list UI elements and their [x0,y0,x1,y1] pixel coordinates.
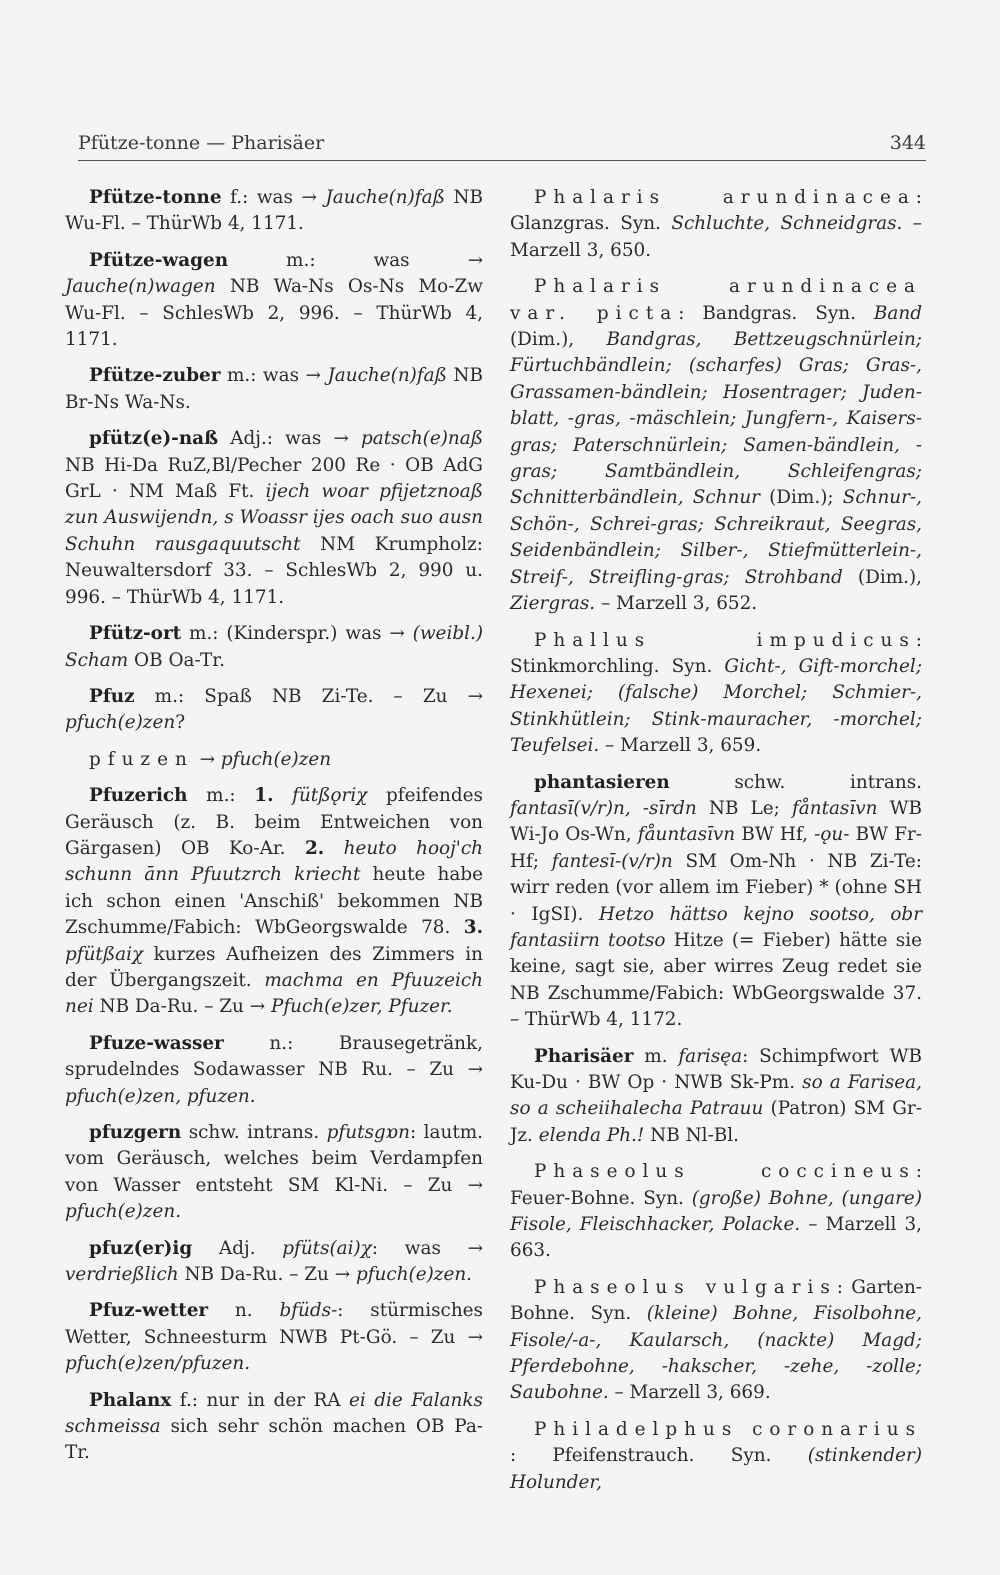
entry-text: f.: was → [221,187,326,208]
entry-text: m. [633,1045,679,1067]
dictionary-entry [65,426,483,611]
entry-text: : stürmisches Wetter, Schneesturm NWB Pt-Gö. – Zu → [65,1300,483,1348]
entry-text: NB Da-Ru. – Zu → [93,996,271,1018]
botanical-name: Philadelphus coronarius [534,1418,922,1440]
italic-text: bfüds- [279,1300,338,1322]
italic-text: fütßǫriχ [273,785,368,807]
headword: pfuzgern [89,1122,182,1143]
entry-text: BW Fr-Hf; [510,824,923,872]
entry-text: : Glanzgras. Syn. [510,187,922,235]
dictionary-entry [510,1417,922,1496]
dictionary-entry [65,1031,483,1110]
headword: Phalanx [89,1389,172,1411]
entry-text: : Schimpfwort WB Ku-Du · BW Op · NWB Sk-Pm. [510,1045,922,1093]
italic-text: fåuntasīvn [637,824,736,846]
entry-text: NB Le; [696,797,792,819]
entry-text: (Patron) SM Gr-Jz. [510,1098,922,1146]
entry-text: (Dim.), [510,329,607,351]
italic-text: Schluchte, Schneidgras. [671,213,903,235]
header-rule [78,160,926,161]
italic-text: fåntasīvn [791,797,878,819]
entry-text: SM Om-Nh · NB Zi-Te: wirr reden (vor allem im Fieber) * (ohne SH · IgSI). [510,850,923,925]
entry-text: NB Wu-Fl. – ThürWb 4, 1171. [65,187,483,235]
headword: pfütz(e)-naß [89,428,219,450]
headword: Pfütze-tonne [89,187,222,208]
entry-text: heute habe ich schon einen 'Anschiß' bekommen NB Zschumme/Fabich: WbGeorgswalde 78. [65,864,483,939]
entry-text: OB Oa-Tr. [128,649,225,671]
entry-text: pfeifendes Geräusch (z. B. beim Entweichen von Gärgasen) OB Ko-Ar. [65,785,483,859]
entry-text: – Marzell 3, 669. [608,1382,771,1404]
entry-text: : Feuer-Bohne. Syn. [510,1161,922,1209]
italic-text: verdrießlich [65,1264,179,1286]
entry-text: (Dim.), [842,566,923,588]
italic-text: Jauche(n)wagen [65,276,216,298]
italic-text: patsch(e)naß [360,428,483,450]
italic-text: so a Farisea, so a scheiihalecha Patrauu [510,1072,922,1120]
headword: Pfuz-wetter [89,1300,209,1322]
dictionary-entry [65,1298,483,1377]
italic-text: Jauche(n)faß [327,365,447,387]
headword: pfuz(er)ig [89,1237,193,1259]
botanical-name: Phaseolus vulgaris [534,1276,837,1298]
headword: Pfütz-ort [89,623,182,645]
botanical-name: Phallus impudicus [534,629,916,651]
entry-text: – Marzell 3, 659. [599,735,762,757]
dictionary-entry [65,363,483,416]
sense-number: 2. [304,837,325,859]
italic-text: pfuch(e)zen, pfuzen. [65,1085,256,1107]
entry-text: m.: Spaß NB Zi-Te. – Zu → [134,685,483,707]
italic-text: ijech woar pfijetznoaß zun Auswijendn, s Woassr ijes oach suo ausn Schuhn rausgaquutscht [65,481,483,555]
page-number: 344 [889,132,926,154]
italic-text: (kleine) Bohne, Fisolbohne, Fisole/-a-, Kaularsch, (nackte) Magd; Pferdebohne, -hakscher, -zehe, -zolle; Saubohne. [510,1303,922,1404]
dictionary-entry [65,1388,483,1467]
italic-text: (stinkender) Holunder, [510,1445,922,1493]
italic-text: Ziergras. [510,593,596,615]
left-column [65,185,483,1477]
italic-text: machma en Pfuuzeich nei [65,969,483,1018]
entry-text: m.: was → [220,365,328,387]
dictionary-entry [510,1044,922,1150]
entry-text: m.: was → [228,249,483,271]
entry-text: Adj. [192,1237,283,1259]
italic-text: Band [873,302,923,324]
entry-text: (Dim.); [759,487,843,509]
entry-text: : was → [371,1237,483,1259]
entry-text: schw. intrans. [669,771,922,793]
italic-text: fantasī(v/r)n, -sīrdn [510,797,697,819]
italic-text: pfüts(ai)χ [282,1237,372,1259]
running-head [78,132,926,154]
italic-text: Gicht-, Gift-morchel; Hexenei; (falsche) Morchel; Schmier-, Stinkhütlein; Stink-mauracher, -morchel; Teufelsei. [510,655,923,757]
botanical-name: Phalaris arundinacea [534,187,916,208]
entry-text: m.: (Kinderspr.) was → [181,623,413,645]
entry-text: n. [208,1300,280,1322]
italic-text: ei die Falanks schmeissa [65,1389,483,1438]
entry-text: : Stinkmorchling. Syn. [510,629,922,677]
entry-text: f.: nur in der RA [171,1389,350,1411]
right-column [510,185,922,1506]
italic-text: Schnur-, Schön-, Schrei-gras; Schreikraut, Seegras, Seidenbändlein; Silber-, Stiefmütterlein-, Streif-, Streifling-gras; Strohband [510,487,923,588]
entry-text: → [193,748,221,770]
italic-text: elenda Ph.! [538,1124,645,1146]
italic-text: pfutsgɒn [326,1122,410,1143]
entry-text: : Bandgras. Syn. [678,302,874,324]
entry-text: NM Krumpholz: Neuwaltersdorf 33. – SchlesWb 2, 990 u. 996. – ThürWb 4, 1171. [65,533,483,608]
headword: Pfuzerich [89,785,188,807]
botanical-name: Phalaris arundinacea var. picta [510,276,922,324]
headword: Pfütze-wagen [89,249,229,271]
dictionary-entry [510,1275,922,1407]
entry-text: m.: [187,785,255,807]
italic-text: Hetzo hättso kejno sootso, obr fantasiirn tootso [510,903,922,951]
italic-text: farisęa [678,1045,743,1067]
sense-number: 1. [254,785,274,807]
dictionary-entry [65,621,483,674]
entry-text: – Marzell 3, 650. [510,213,922,261]
dictionary-entry [510,770,922,1034]
dictionary-entry [65,1236,483,1289]
dictionary-entry [510,185,922,264]
italic-text: pfuch(e)zen. [355,1264,473,1286]
dictionary-entry [65,185,483,238]
headword: phantasieren [534,771,670,793]
entry-text: Hitze (= Fieber) hätte sie keine, sagt sie, aber wirres Zeug redet sie NB Zschumme/Fabich: WbGeorgswalde 37. – ThürWb 4, 1172. [510,929,922,1031]
entry-text: BW Hf, [735,824,815,846]
italic-text: pfuch(e)zen. [65,1201,182,1223]
italic-text: (weibl.) Scham [65,623,483,671]
headword: Pfuz [89,685,135,707]
entry-text: NB Wa-Ns Os-Ns Mo-Zw Wu-Fl. – SchlesWb 2, 996. – ThürWb 4, 1171. [65,276,483,351]
dictionary-entry [65,248,483,354]
entry-text: schw. intrans. [181,1122,327,1143]
dictionary-entry [510,274,922,617]
entry-text: n.: Brausegetränk, sprudelndes Sodawasser NB Ru. – Zu → [65,1032,483,1081]
italic-text: pfuch(e)zen [220,748,332,770]
italic-text: fantesī-(v/r)n [551,850,673,872]
entry-text: – Marzell 3, 652. [595,593,758,615]
entry-text: : Garten-Bohne. Syn. [510,1276,923,1325]
italic-text: heuto hooj'ch schunn ānn Pfuutzrch kriecht [65,837,483,886]
headword: Pfuze-wasser [89,1032,224,1054]
dictionary-entry [65,747,483,773]
italic-text: Jauche(n)faß [325,187,445,208]
dictionary-entry [510,1159,922,1265]
italic-text: pfuch(e)zen/pfuzen. [65,1353,251,1375]
italic-text: Bandgras, Bettzeugschnürlein; Fürtuchbändlein; (scharfes) Gras; Gras-, Grassamen-bändlein; Hosentrager; Juden-blatt, -gras, -mäschlein; Jungfern-, Kaisers-gras; Paterschnürlein; Samen-bändlein, -gras; Samtbändlein, Schleifengras; Schnitterbändlein, Schnur [510,329,923,509]
dictionary-entry [65,1120,483,1226]
headword: Pfütze-zuber [89,365,221,387]
italic-text: pfuch(e)zen [65,712,176,734]
entry-text: ? [175,712,186,734]
entry-text: – Marzell 3, 663. [510,1214,922,1262]
dictionary-entry [65,684,483,737]
entry-text: : Pfeifenstrauch. Syn. [510,1445,808,1467]
entry-text: NB Hi-Da RuZ,Bl/Pecher 200 Re · OB AdG GrL · NM Maß Ft. [65,454,483,503]
entry-text: NB Nl-Bl. [644,1124,740,1146]
italic-text: Pfuch(e)zer, Pfuzer. [271,996,453,1018]
entry-text: kurzes Aufheizen des Zimmers in der Übergangszeit. [65,943,483,991]
italic-text: pfütßaiχ [65,943,144,965]
entry-text: NB Br-Ns Wa-Ns. [65,365,483,413]
botanical-name: pfuzen [89,748,194,770]
entry-text: NB Da-Ru. – Zu → [178,1264,356,1286]
sense-number: 3. [463,917,483,939]
italic-text: (große) Bohne, (ungare) Fisole, Fleischhacker, Polacke. [510,1187,922,1236]
entry-text: Adj.: was → [218,428,361,450]
dictionary-entry [65,783,483,1021]
running-head-title: Pfütze-tonne — Pharisäer [78,132,325,154]
entry-text: sich sehr schön machen OB Pa-Tr. [65,1416,483,1464]
entry-text: : lautm. vom Geräusch, welches beim Verdampfen von Wasser entsteht SM Kl-Ni. – Zu → [65,1122,483,1196]
italic-text: -ǫu- [814,824,850,846]
entry-text: WB Wi-Jo Os-Wn, [510,797,923,846]
headword: Pharisäer [534,1045,634,1067]
dictionary-entry [510,628,922,760]
botanical-name: Phaseolus coccineus [534,1161,916,1183]
